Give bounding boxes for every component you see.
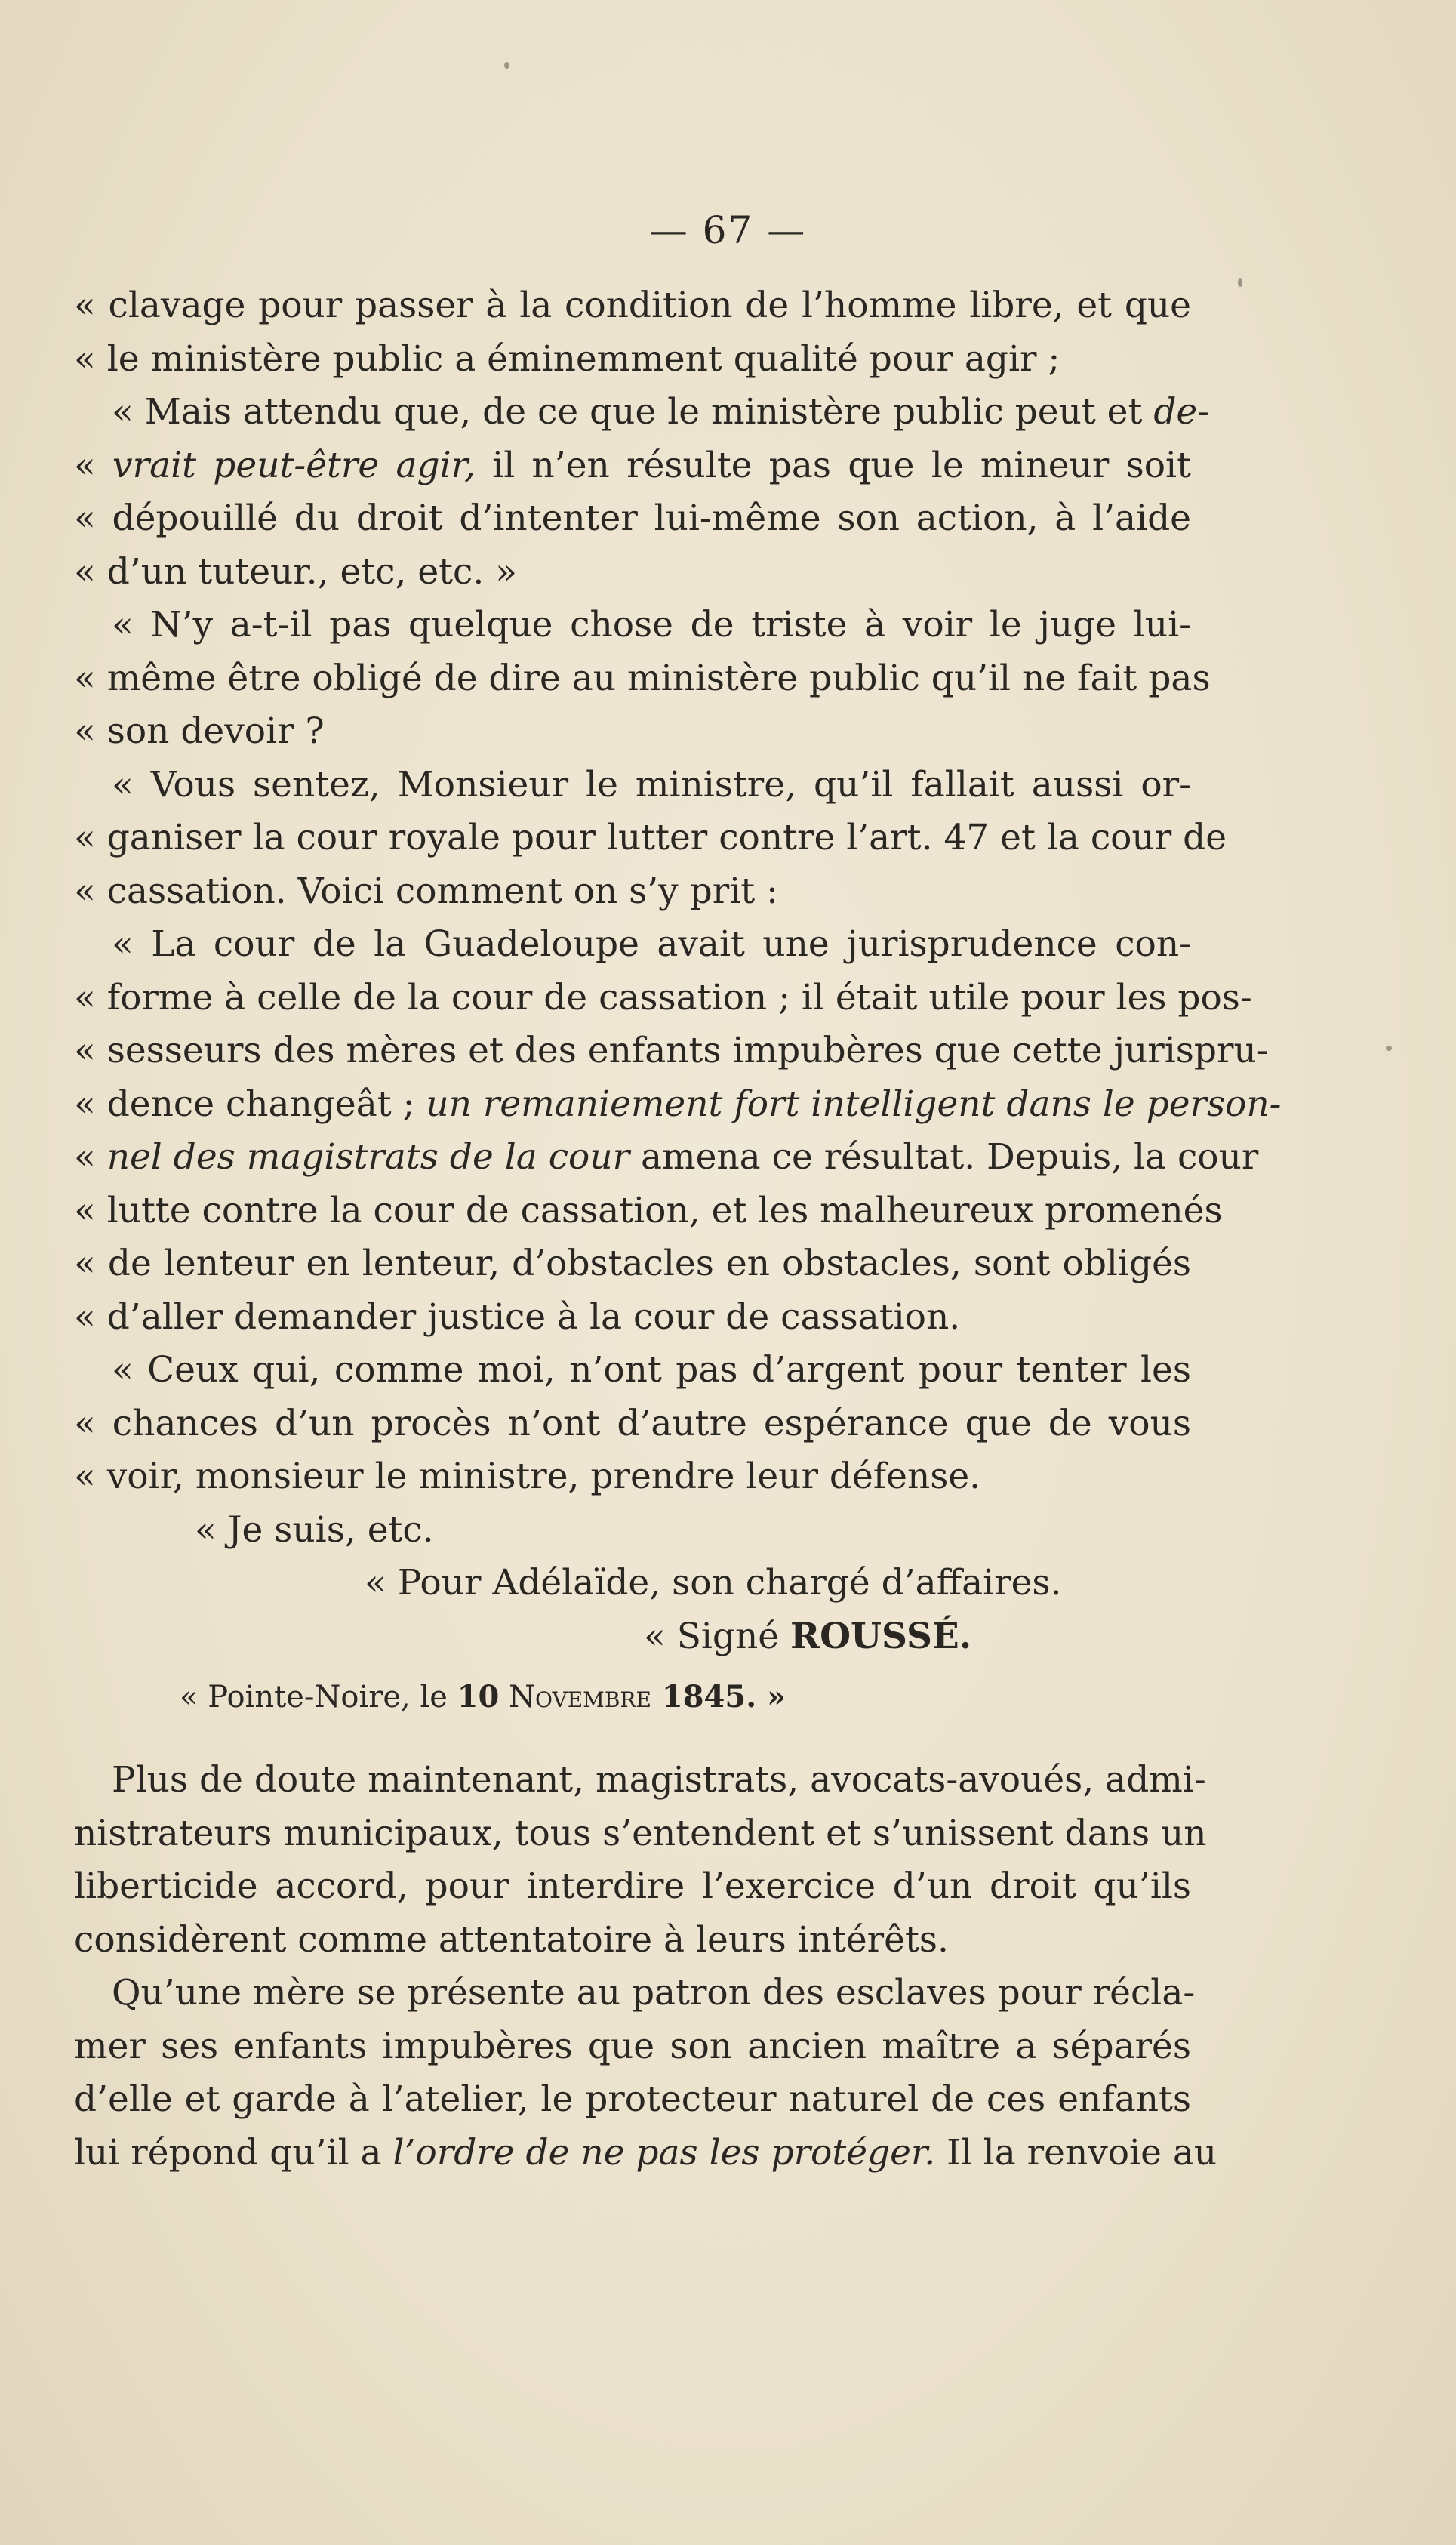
text-line: « lutte contre la cour de cassation, et les malheureux promenés — [74, 1189, 1223, 1231]
closing-line: « Je suis, etc. — [195, 1508, 434, 1551]
text-line: « d’un tuteur., etc, etc. » — [74, 550, 518, 593]
text-line: « voir, monsieur le ministre, prendre leur défense. — [74, 1456, 981, 1497]
text-line: d’elle et garde à l’atelier, le protecteur naturel de ces enfants — [74, 2078, 1191, 2120]
text-line: « Ceux qui, comme moi, n’ont pas d’argent pour tenter les — [112, 1349, 1191, 1391]
text-line: Plus de doute maintenant, magistrats, avocats-avoués, admi- — [112, 1759, 1206, 1801]
text-line: lui répond qu’il a l’ordre de ne pas les protéger. Il la renvoie au — [74, 2131, 1217, 2174]
text-line: nistrateurs municipaux, tous s’entendent et s’unissent dans un — [74, 1812, 1207, 1854]
text-line: « le ministère public a éminemment qualité pour agir ; — [74, 337, 1060, 380]
text-line: « chances d’un procès n’ont d’autre espérance que de vous — [74, 1402, 1191, 1444]
signature-name: « Signé ROUSSÉ. — [644, 1615, 972, 1657]
letter-date: « Pointe-Noire, le 10 Novembre 1845. » — [180, 1679, 786, 1715]
text-line: « son devoir ? — [74, 710, 325, 752]
text-line: « même être obligé de dire au ministère public qu’il ne fait pas — [74, 657, 1211, 699]
text-line: « La cour de la Guadeloupe avait une jurisprudence con- — [112, 923, 1191, 965]
text-line: « cassation. Voici comment on s’y prit : — [74, 870, 778, 912]
text-line: « vrait peut-être agir, il n’en résulte pas que le mineur soit — [74, 444, 1191, 486]
text-line: mer ses enfants impubères que son ancien maître a séparés — [74, 2025, 1191, 2067]
text-line: « sesseurs des mères et des enfants impubères que cette jurispru- — [74, 1030, 1269, 1071]
text-line: Qu’une mère se présente au patron des esclaves pour récla- — [112, 1972, 1196, 2014]
text-line: « forme à celle de la cour de cassation ; il était utile pour les pos- — [74, 976, 1252, 1018]
text-line: « dépouillé du droit d’intenter lui-même son action, à l’aide — [74, 498, 1191, 539]
text-line: « ganiser la cour royale pour lutter contre l’art. 47 et la cour de — [74, 817, 1227, 858]
text-line: « nel des magistrats de la cour amena ce résultat. Depuis, la cour — [74, 1136, 1259, 1178]
text-line: « clavage pour passer à la condition de l’homme libre, et que — [74, 285, 1191, 326]
text-line: « Vous sentez, Monsieur le ministre, qu’il fallait aussi or- — [112, 763, 1191, 806]
text-line: « N’y a-t-il pas quelque chose de triste à voir le juge lui- — [112, 604, 1191, 645]
text-line: « de lenteur en lenteur, d’obstacles en obstacles, sont obligés — [74, 1243, 1191, 1284]
text-line: liberticide accord, pour interdire l’exercice d’un droit qu’ils — [74, 1866, 1191, 1907]
text-line: considèrent comme attentatoire à leurs intérêts. — [74, 1918, 949, 1961]
body-text — [74, 279, 1282, 2180]
page-number: — 67 — — [649, 208, 807, 252]
text-line: « Mais attendu que, de ce que le ministère public peut et de- — [112, 391, 1210, 433]
signature-agent: « Pour Adélaïde, son chargé d’affaires. — [365, 1562, 1062, 1604]
text-line: « d’aller demander justice à la cour de cassation. — [74, 1296, 961, 1338]
text-line: « dence changeât ; un remaniement fort intelligent dans le person- — [74, 1083, 1282, 1125]
